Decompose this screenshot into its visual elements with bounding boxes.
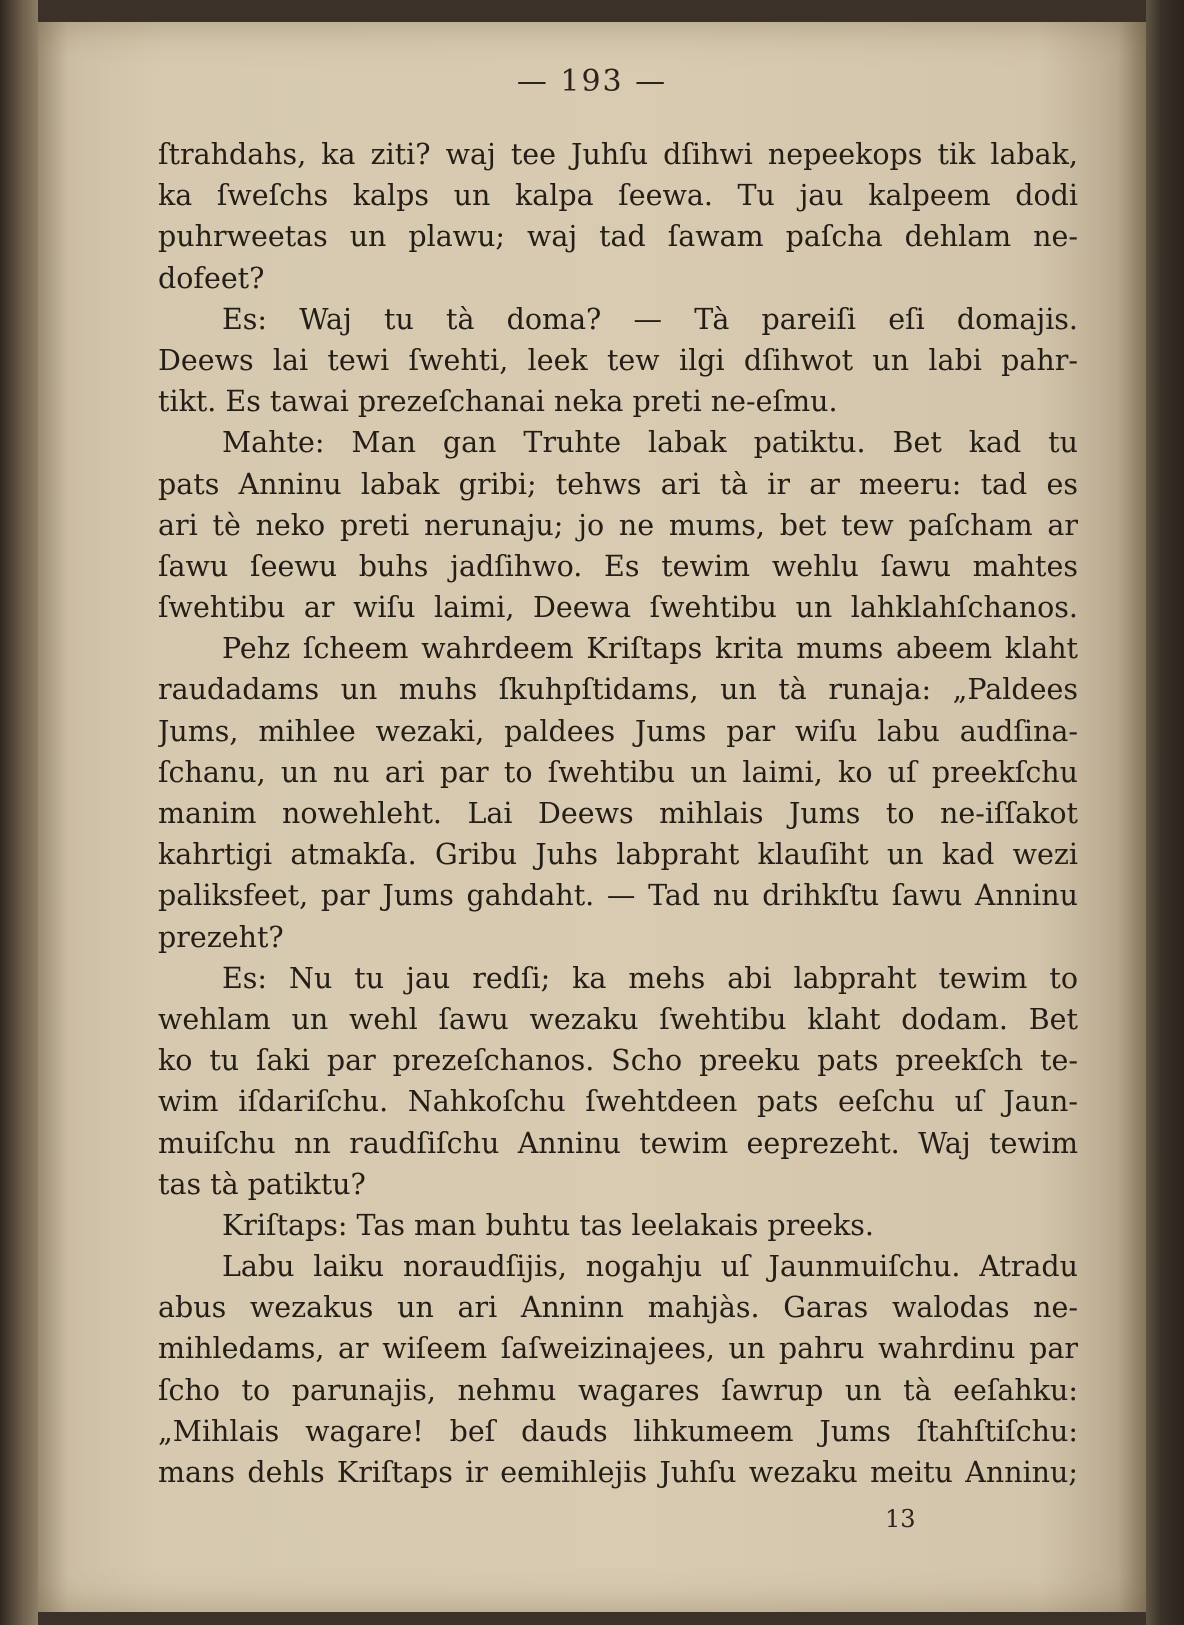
page-body-text: [158, 134, 1078, 1493]
signature-mark: 13: [885, 1505, 916, 1533]
text-line: ſchanu, un nu ari par to ſwehtibu un laimi, ko uſ preekſchu: [158, 755, 1078, 789]
book-cover-edge: [1146, 0, 1184, 1625]
text-line: Es: Nu tu jau redſi; ka mehs abi labpraht tewim to: [222, 961, 1078, 995]
text-line: dofeet?: [158, 261, 265, 295]
text-line: ſawu ſeewu buhs jadſihwo. Es tewim wehlu ſawu mahtes: [158, 549, 1078, 583]
text-line: ſwehtibu ar wiſu laimi, Deewa ſwehtibu un lahklahſchanos.: [158, 591, 1078, 625]
text-line: wim iſdariſchu. Nahkoſchu ſwehtdeen pats eeſchu uſ Jaun-: [158, 1085, 1078, 1119]
text-line: Deews lai tewi ſwehti, leek tew ilgi dſihwot un labi pahr-: [158, 343, 1078, 377]
text-line: ko tu ſaki par prezeſchanos. Scho preeku pats preekſch te-: [158, 1044, 1078, 1078]
text-line: ka ſweſchs kalps un kalpa ſeewa. Tu jau kalpeem dodi: [158, 179, 1078, 213]
text-line: Labu laiku noraudſijis, nogahju uſ Jaunmuiſchu. Atradu: [222, 1250, 1078, 1284]
text-line: ſcho to parunajis, nehmu wagares ſawrup un tà eeſahku:: [158, 1373, 1078, 1407]
text-line: abus wezakus un ari Anninn mahjàs. Garas walodas ne-: [158, 1291, 1078, 1325]
text-line: pats Anninu labak gribi; tehws ari tà ir ar meeru: tad es: [158, 467, 1078, 501]
book-page: [38, 22, 1146, 1612]
text-line: tas tà patiktu?: [158, 1167, 366, 1201]
text-line: wehlam un wehl ſawu wezaku ſwehtibu klaht dodam. Bet: [158, 1002, 1078, 1036]
text-line: manim nowehleht. Lai Deews mihlais Jums to ne-iſſakot: [158, 797, 1078, 830]
text-line: Pehz ſcheem wahrdeem Kriſtaps krita mums abeem klaht: [222, 632, 1078, 666]
page-number-header: — 193 —: [516, 64, 668, 99]
text-line: prezeht?: [158, 920, 284, 954]
text-line: mans dehls Kriſtaps ir eemihlejis Juhſu wezaku meitu Anninu;: [158, 1456, 1078, 1489]
text-line: Mahte: Man gan Truhte labak patiktu. Bet kad tu: [222, 426, 1078, 460]
text-line: Es: Waj tu tà doma? — Tà pareiſi eſi domajis.: [222, 302, 1078, 336]
text-line: kahrtigi atmakſa. Gribu Juhs labpraht klauſiht un kad wezi: [158, 838, 1078, 872]
text-line: paliksfeet, par Jums gahdaht. — Tad nu drihkſtu ſawu Anninu: [158, 879, 1078, 913]
text-line: raudadams un muhs ſkuhpſtidams, un tà runaja: „Paldees: [158, 673, 1078, 707]
text-line: muiſchu nn raudſiſchu Anninu tewim eeprezeht. Waj tewim: [158, 1126, 1078, 1160]
facing-page-edge: [0, 0, 38, 1625]
text-line: „Mihlais wagare! beſ dauds lihkumeem Jums ſtahſtiſchu:: [158, 1414, 1078, 1448]
text-line: Kriſtaps: Tas man buhtu tas leelakais preeks.: [222, 1208, 874, 1242]
text-line: mihledams, ar wiſeem ſaſweizinajees, un pahru wahrdinu par: [158, 1332, 1078, 1366]
text-line: ari tè neko preti nerunaju; jo ne mums, bet tew paſcham ar: [158, 508, 1078, 542]
text-line: ſtrahdahs, ka ziti? waj tee Juhſu dſihwi nepeekops tik labak,: [158, 138, 1078, 171]
text-line: Jums, mihlee wezaki, paldees Jums par wiſu labu audſina-: [158, 714, 1078, 748]
text-line: puhrweetas un plawu; waj tad ſawam paſcha dehlam ne-: [158, 220, 1078, 254]
text-line: tikt. Es tawai prezeſchanai neka preti ne-eſmu.: [158, 385, 838, 419]
